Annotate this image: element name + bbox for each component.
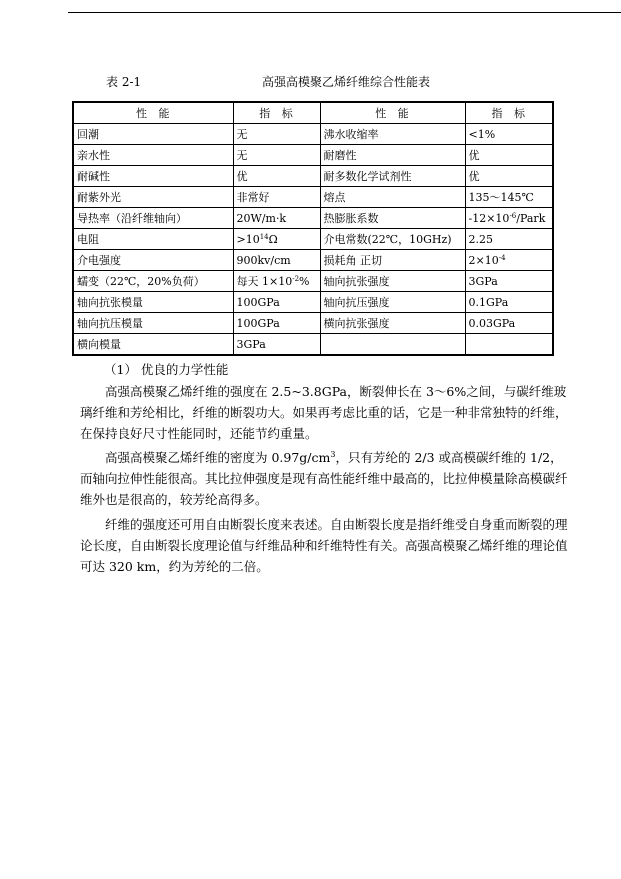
value-cell: 135～145℃ <box>465 187 553 208</box>
table-row <box>73 334 553 356</box>
property-cell: 轴向抗压强度 <box>320 292 465 313</box>
property-cell: 轴向抗张强度 <box>320 271 465 292</box>
value-base: >10 <box>236 232 260 246</box>
property-cell: 耐碱性 <box>73 166 233 187</box>
paragraph: 纤维的强度还可用自由断裂长度来表述。自由断裂长度是指纤维受自身重而断裂的理论长度，自由断裂长度理论值与纤维品种和纤维特性有关。高强高模聚乙烯纤维的理论值可达 320 km，约为芳纶的二倍。 <box>80 517 568 574</box>
table-row <box>73 145 553 166</box>
value-cell: 优 <box>465 145 553 166</box>
paragraph-text: ，只有芳纶的 2/3 或高模碳纤维的 1/2，而轴向拉伸性能很高。其比拉伸强度是现有高性能纤维中最高的，比拉伸模量除高模碳纤维外也是很高的，较芳纶高得多。 <box>80 450 568 507</box>
table-row <box>73 208 553 229</box>
property-cell: 熔点 <box>320 187 465 208</box>
value-cell: 900kv/cm <box>233 250 320 271</box>
value-cell: 20W/m·k <box>233 208 320 229</box>
table-row <box>73 271 553 292</box>
paragraph <box>80 447 568 510</box>
table-row <box>73 229 553 250</box>
value-cell: 0.1GPa <box>465 292 553 313</box>
header-value: 指 标 <box>233 102 320 124</box>
value-exponent: -2 <box>292 275 300 283</box>
property-cell: 亲水性 <box>73 145 233 166</box>
value-exponent: 14 <box>259 232 269 241</box>
value-cell: 2.25 <box>465 229 553 250</box>
property-cell: 损耗角 正切 <box>320 250 465 271</box>
header-rule <box>68 12 621 13</box>
value-cell: 100GPa <box>233 292 320 313</box>
value-cell: 0.03GPa <box>465 313 553 334</box>
value-cell: 100GPa <box>233 313 320 334</box>
value-cell: 优 <box>465 166 553 187</box>
paragraph-exponent: 3 <box>330 450 336 459</box>
value-cell <box>465 334 553 356</box>
value-unit: % <box>299 275 310 288</box>
header-property: 性 能 <box>320 102 465 124</box>
property-cell: 横向模量 <box>73 334 233 356</box>
property-cell: 轴向抗压模量 <box>73 313 233 334</box>
value-exponent: -6 <box>509 211 517 220</box>
property-cell: 介电常数(22℃，10GHz) <box>320 229 465 250</box>
property-cell: 导热率（沿纤维轴向） <box>73 208 233 229</box>
property-cell: 耐紫外光 <box>73 187 233 208</box>
property-cell <box>320 334 465 356</box>
value-cell: 3GPa <box>233 334 320 356</box>
property-cell: 蠕变（22℃，20%负荷） <box>73 271 233 292</box>
properties-table <box>72 101 554 356</box>
table-caption <box>0 74 621 90</box>
value-unit: /Park <box>516 211 546 225</box>
property-cell: 耐多数化学试剂性 <box>320 166 465 187</box>
value-unit: Ω <box>268 232 278 246</box>
header-property: 性 能 <box>73 102 233 124</box>
table-row <box>73 166 553 187</box>
table-row <box>73 124 553 145</box>
value-cell <box>465 250 553 271</box>
value-base: 2×10 <box>468 253 499 267</box>
table-row <box>73 250 553 271</box>
value-cell <box>233 229 320 250</box>
value-cell: 非常好 <box>233 187 320 208</box>
table-header-row <box>73 102 553 124</box>
value-cell: <1% <box>465 124 553 145</box>
table-row <box>73 292 553 313</box>
property-cell: 热膨胀系数 <box>320 208 465 229</box>
value-cell: 优 <box>233 166 320 187</box>
table-row <box>73 313 553 334</box>
paragraph: 高强高模聚乙烯纤维的强度在 2.5~3.8GPa，断裂伸长在 3～6%之间，与碳纤维玻璃纤维和芳纶相比，纤维的断裂功大。如果再考虑比重的话，它是一种非常独特的纤维，在保持良好尺寸性能同时，还能节约重量。 <box>80 384 568 441</box>
value-base: -12×10 <box>468 211 510 225</box>
value-cell <box>233 271 320 292</box>
section-heading: （1） 优良的力学性能 <box>104 362 229 377</box>
value-exponent: -4 <box>498 253 506 262</box>
value-cell: 无 <box>233 124 320 145</box>
table-title: 高强高模聚乙烯纤维综合性能表 <box>262 75 431 89</box>
value-cell: 3GPa <box>465 271 553 292</box>
property-cell: 介电强度 <box>73 250 233 271</box>
paragraph-text: 高强高模聚乙烯纤维的密度为 0.97g/cm <box>105 450 331 465</box>
value-base: 每天 1×10 <box>236 275 293 288</box>
value-cell <box>465 208 553 229</box>
property-cell: 横向抗张强度 <box>320 313 465 334</box>
property-cell: 耐磨性 <box>320 145 465 166</box>
value-cell: 无 <box>233 145 320 166</box>
table-number: 表 2-1 <box>106 75 142 89</box>
table-row <box>73 187 553 208</box>
header-value: 指 标 <box>465 102 553 124</box>
property-cell: 轴向抗张模量 <box>73 292 233 313</box>
property-cell: 电阻 <box>73 229 233 250</box>
property-cell: 回潮 <box>73 124 233 145</box>
property-cell: 沸水收缩率 <box>320 124 465 145</box>
